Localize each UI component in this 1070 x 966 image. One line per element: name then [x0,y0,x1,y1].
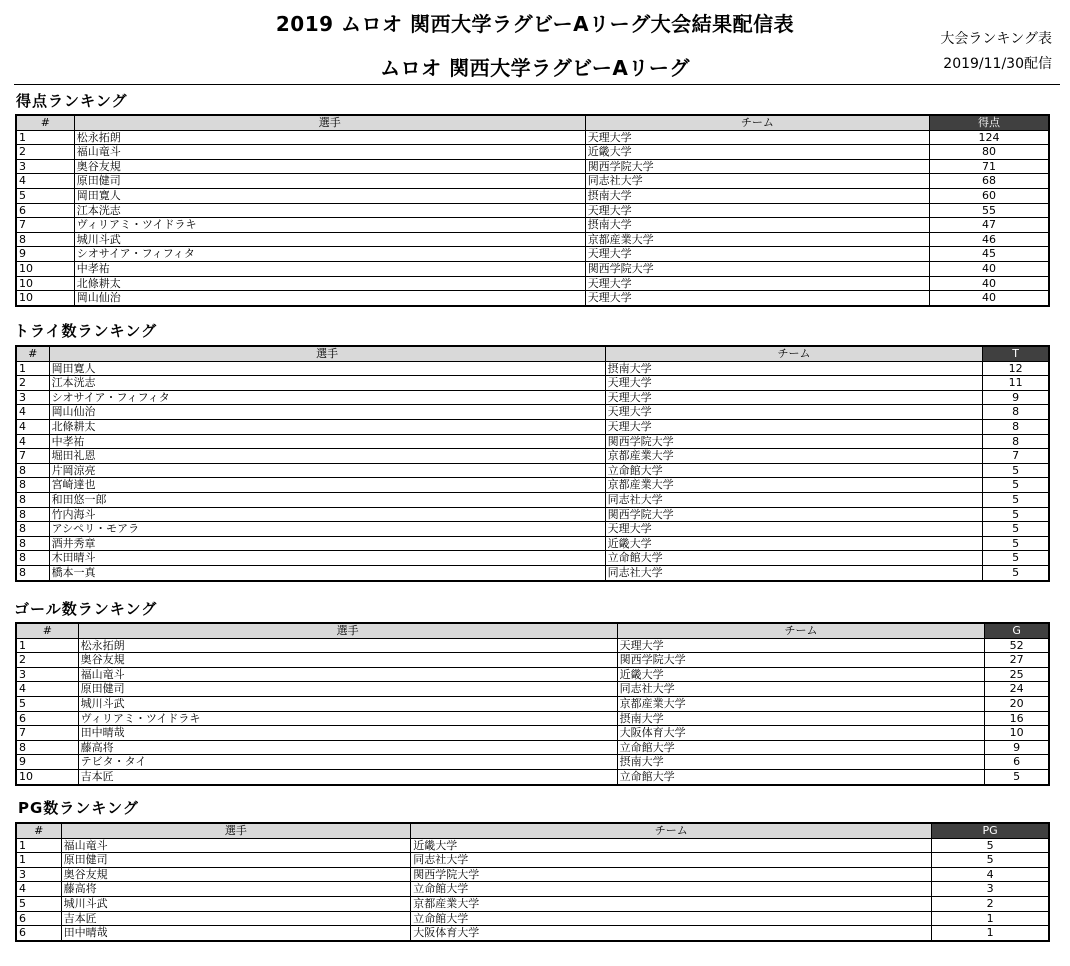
player-name-cell: 橋本一真 [49,565,605,580]
table-row [16,218,1049,233]
table-row [16,232,1049,247]
value-cell: 47 [930,218,1049,233]
team-cell: 関西学院大学 [585,159,929,174]
team-cell: 同志社大学 [411,853,932,868]
value-cell: 5 [983,565,1049,580]
value-cell: 10 [985,726,1049,741]
table-row [16,261,1049,276]
table-row [16,361,1049,376]
player-name-cell: 福山竜斗 [78,667,617,682]
team-cell: 大阪体育大学 [411,926,932,941]
points-ranking-table [15,114,1050,307]
value-cell: 9 [985,740,1049,755]
rank-cell: 8 [16,492,49,507]
value-cell: 8 [983,405,1049,420]
rank-cell: 8 [16,565,49,580]
rank-cell: 4 [16,882,61,897]
player-name-cell: ヴィリアミ・ツイドラキ [74,218,585,233]
player-name-cell: 北條耕太 [49,419,605,434]
table-row [16,145,1049,160]
value-cell: 5 [983,536,1049,551]
rank-cell: 6 [16,926,61,941]
rank-cell: 1 [16,361,49,376]
value-cell: 1 [932,926,1049,941]
table-row [16,130,1049,145]
player-name-cell: 城川斗武 [61,896,411,911]
player-name-cell: 原田健司 [61,853,411,868]
table-row [16,682,1049,697]
value-cell: 24 [985,682,1049,697]
rank-cell: 9 [16,247,74,262]
player-name-cell: 江本洸志 [74,203,585,218]
table-row [16,853,1049,868]
player-header: 選手 [78,623,617,638]
rank-cell: 7 [16,726,78,741]
team-cell: 天理大学 [605,419,983,434]
value-cell: 11 [983,376,1049,391]
rank-cell: 3 [16,390,49,405]
table-row [16,405,1049,420]
team-cell: 立命館大学 [411,882,932,897]
player-name-cell: アシペリ・モアラ [49,522,605,537]
player-name-cell: 城川斗武 [78,696,617,711]
team-cell: 摂南大学 [585,188,929,203]
table-header-row [16,823,1049,838]
player-name-cell: 岡山仙治 [49,405,605,420]
player-name-cell: 木田晴斗 [49,551,605,566]
value-header: PG [932,823,1049,838]
value-cell: 5 [983,463,1049,478]
team-cell: 近畿大学 [617,667,985,682]
player-name-cell: 北條耕太 [74,276,585,291]
value-cell: 5 [983,507,1049,522]
player-name-cell: 松永拓朗 [78,638,617,653]
value-cell: 52 [985,638,1049,653]
table-row [16,478,1049,493]
rank-cell: 2 [16,376,49,391]
rank-cell: 1 [16,130,74,145]
player-name-cell: 中孝祐 [74,261,585,276]
rank-header: # [16,346,49,361]
table-row [16,867,1049,882]
team-cell: 近畿大学 [585,145,929,160]
value-cell: 71 [930,159,1049,174]
player-name-cell: 藤高将 [78,740,617,755]
player-name-cell: 奥谷友規 [61,867,411,882]
table-row [16,188,1049,203]
rank-cell: 4 [16,174,74,189]
value-cell: 5 [932,853,1049,868]
rank-cell: 2 [16,145,74,160]
value-cell: 40 [930,291,1049,306]
player-name-cell: 吉本匠 [61,911,411,926]
player-name-cell: 奥谷友規 [78,653,617,668]
player-name-cell: 片岡涼亮 [49,463,605,478]
team-header: チーム [617,623,985,638]
rank-cell: 8 [16,551,49,566]
table-row [16,203,1049,218]
rank-cell: 4 [16,405,49,420]
table-row [16,926,1049,941]
team-header: チーム [585,115,929,130]
player-name-cell: 江本洸志 [49,376,605,391]
rank-cell: 10 [16,291,74,306]
section-title-tries: トライ数ランキング [14,322,158,340]
value-cell: 16 [985,711,1049,726]
team-cell: 摂南大学 [585,218,929,233]
team-cell: 関西学院大学 [605,507,983,522]
value-cell: 3 [932,882,1049,897]
player-name-cell: シオサイア・フィフィタ [49,390,605,405]
tries-ranking-table [15,345,1050,582]
publish-date: 2019/11/30配信 [943,56,1052,72]
rank-cell: 6 [16,911,61,926]
table-row [16,522,1049,537]
rank-cell: 1 [16,638,78,653]
team-cell: 同志社大学 [605,492,983,507]
section-title-pg: PG数ランキング [18,799,139,817]
player-name-cell: 堀田礼恩 [49,449,605,464]
value-cell: 27 [985,653,1049,668]
team-cell: 天理大学 [585,247,929,262]
value-cell: 5 [983,551,1049,566]
rank-cell: 5 [16,696,78,711]
rank-cell: 5 [16,896,61,911]
table-row [16,769,1049,784]
player-name-cell: 城川斗武 [74,232,585,247]
table-row [16,638,1049,653]
rank-cell: 10 [16,769,78,784]
team-cell: 天理大学 [585,276,929,291]
team-cell: 京都産業大学 [411,896,932,911]
pg-ranking-table [15,822,1050,942]
value-header: 得点 [930,115,1049,130]
table-header-row [16,623,1049,638]
team-cell: 大阪体育大学 [617,726,985,741]
rank-cell: 7 [16,218,74,233]
team-cell: 京都産業大学 [605,478,983,493]
team-cell: 摂南大学 [617,711,985,726]
rank-cell: 10 [16,276,74,291]
rank-header: # [16,115,74,130]
table-row [16,696,1049,711]
team-cell: 京都産業大学 [605,449,983,464]
team-cell: 同志社大学 [617,682,985,697]
value-cell: 8 [983,434,1049,449]
player-name-cell: 竹内海斗 [49,507,605,522]
team-cell: 関西学院大学 [605,434,983,449]
team-cell: 天理大学 [605,390,983,405]
value-cell: 46 [930,232,1049,247]
player-name-cell: 原田健司 [74,174,585,189]
team-cell: 摂南大学 [605,361,983,376]
table-row [16,463,1049,478]
player-header: 選手 [49,346,605,361]
team-cell: 天理大学 [585,130,929,145]
player-name-cell: 宮崎達也 [49,478,605,493]
team-cell: 天理大学 [585,203,929,218]
rank-cell: 4 [16,434,49,449]
rank-cell: 8 [16,478,49,493]
team-cell: 立命館大学 [605,551,983,566]
rank-cell: 8 [16,522,49,537]
team-cell: 京都産業大学 [585,232,929,247]
table-row [16,726,1049,741]
player-name-cell: 原田健司 [78,682,617,697]
player-name-cell: 田中晴哉 [78,726,617,741]
player-name-cell: ヴィリアミ・ツイドラキ [78,711,617,726]
team-cell: 関西学院大学 [411,867,932,882]
table-row [16,174,1049,189]
league-title: ムロオ 関西大学ラグビーAリーグ [380,56,690,80]
rank-cell: 1 [16,853,61,868]
value-cell: 68 [930,174,1049,189]
table-row [16,390,1049,405]
section-title-points: 得点ランキング [16,92,128,110]
player-name-cell: 中孝祐 [49,434,605,449]
team-header: チーム [411,823,932,838]
team-cell: 近畿大学 [605,536,983,551]
goals-ranking-table [15,622,1050,786]
rank-cell: 8 [16,463,49,478]
value-cell: 5 [985,769,1049,784]
table-row [16,449,1049,464]
player-header: 選手 [61,823,411,838]
player-name-cell: 岡田寛人 [74,188,585,203]
team-cell: 近畿大学 [411,838,932,853]
value-cell: 55 [930,203,1049,218]
value-cell: 5 [983,522,1049,537]
rank-cell: 3 [16,159,74,174]
team-cell: 天理大学 [585,291,929,306]
player-name-cell: テビタ・タイ [78,755,617,770]
player-name-cell: 田中晴哉 [61,926,411,941]
rank-cell: 3 [16,667,78,682]
player-name-cell: 奥谷友規 [74,159,585,174]
player-header: 選手 [74,115,585,130]
player-name-cell: 藤高将 [61,882,411,897]
header-divider [14,84,1060,85]
table-header-row [16,346,1049,361]
rank-cell: 1 [16,838,61,853]
table-row [16,492,1049,507]
player-name-cell: 和田悠一郎 [49,492,605,507]
document-title: 2019 ムロオ 関西大学ラグビーAリーグ大会結果配信表 [275,12,795,36]
table-row [16,882,1049,897]
team-header: チーム [605,346,983,361]
rank-cell: 10 [16,261,74,276]
table-header-row [16,115,1049,130]
value-cell: 80 [930,145,1049,160]
rank-cell: 5 [16,188,74,203]
value-cell: 1 [932,911,1049,926]
value-cell: 40 [930,276,1049,291]
rank-cell: 8 [16,740,78,755]
table-row [16,755,1049,770]
table-row [16,740,1049,755]
rank-cell: 7 [16,449,49,464]
team-cell: 天理大学 [605,405,983,420]
value-cell: 25 [985,667,1049,682]
value-cell: 45 [930,247,1049,262]
team-cell: 関西学院大学 [617,653,985,668]
team-cell: 京都産業大学 [617,696,985,711]
table-row [16,667,1049,682]
player-name-cell: シオサイア・フィフィタ [74,247,585,262]
value-cell: 8 [983,419,1049,434]
table-row [16,159,1049,174]
player-name-cell: 酒井秀章 [49,536,605,551]
value-cell: 12 [983,361,1049,376]
rank-cell: 8 [16,507,49,522]
player-name-cell: 岡田寛人 [49,361,605,376]
value-cell: 9 [983,390,1049,405]
rank-cell: 8 [16,232,74,247]
value-cell: 5 [983,492,1049,507]
table-row [16,276,1049,291]
value-cell: 20 [985,696,1049,711]
team-cell: 同志社大学 [605,565,983,580]
team-cell: 立命館大学 [617,769,985,784]
rank-cell: 4 [16,682,78,697]
rank-header: # [16,823,61,838]
table-row [16,419,1049,434]
table-row [16,551,1049,566]
value-cell: 5 [983,478,1049,493]
table-row [16,434,1049,449]
value-cell: 4 [932,867,1049,882]
value-header: G [985,623,1049,638]
value-cell: 60 [930,188,1049,203]
rank-cell: 8 [16,536,49,551]
rank-header: # [16,623,78,638]
team-cell: 立命館大学 [617,740,985,755]
value-cell: 40 [930,261,1049,276]
team-cell: 立命館大学 [411,911,932,926]
table-row [16,536,1049,551]
value-cell: 2 [932,896,1049,911]
table-row [16,711,1049,726]
rank-cell: 2 [16,653,78,668]
table-row [16,291,1049,306]
player-name-cell: 吉本匠 [78,769,617,784]
team-cell: 天理大学 [605,376,983,391]
team-cell: 同志社大学 [585,174,929,189]
team-cell: 立命館大学 [605,463,983,478]
table-row [16,376,1049,391]
player-name-cell: 松永拓朗 [74,130,585,145]
value-cell: 5 [932,838,1049,853]
table-row [16,911,1049,926]
team-cell: 関西学院大学 [585,261,929,276]
team-cell: 天理大学 [605,522,983,537]
value-header: T [983,346,1049,361]
player-name-cell: 福山竜斗 [74,145,585,160]
rank-cell: 6 [16,711,78,726]
table-row [16,653,1049,668]
player-name-cell: 福山竜斗 [61,838,411,853]
table-row [16,896,1049,911]
rank-cell: 4 [16,419,49,434]
player-name-cell: 岡山仙治 [74,291,585,306]
section-title-goals: ゴール数ランキング [14,600,158,618]
value-cell: 7 [983,449,1049,464]
table-row [16,565,1049,580]
team-cell: 天理大学 [617,638,985,653]
value-cell: 124 [930,130,1049,145]
table-row [16,507,1049,522]
table-row [16,247,1049,262]
rank-cell: 3 [16,867,61,882]
document-type-label: 大会ランキング表 [940,31,1052,47]
rank-cell: 9 [16,755,78,770]
team-cell: 摂南大学 [617,755,985,770]
value-cell: 6 [985,755,1049,770]
table-row [16,838,1049,853]
rank-cell: 6 [16,203,74,218]
